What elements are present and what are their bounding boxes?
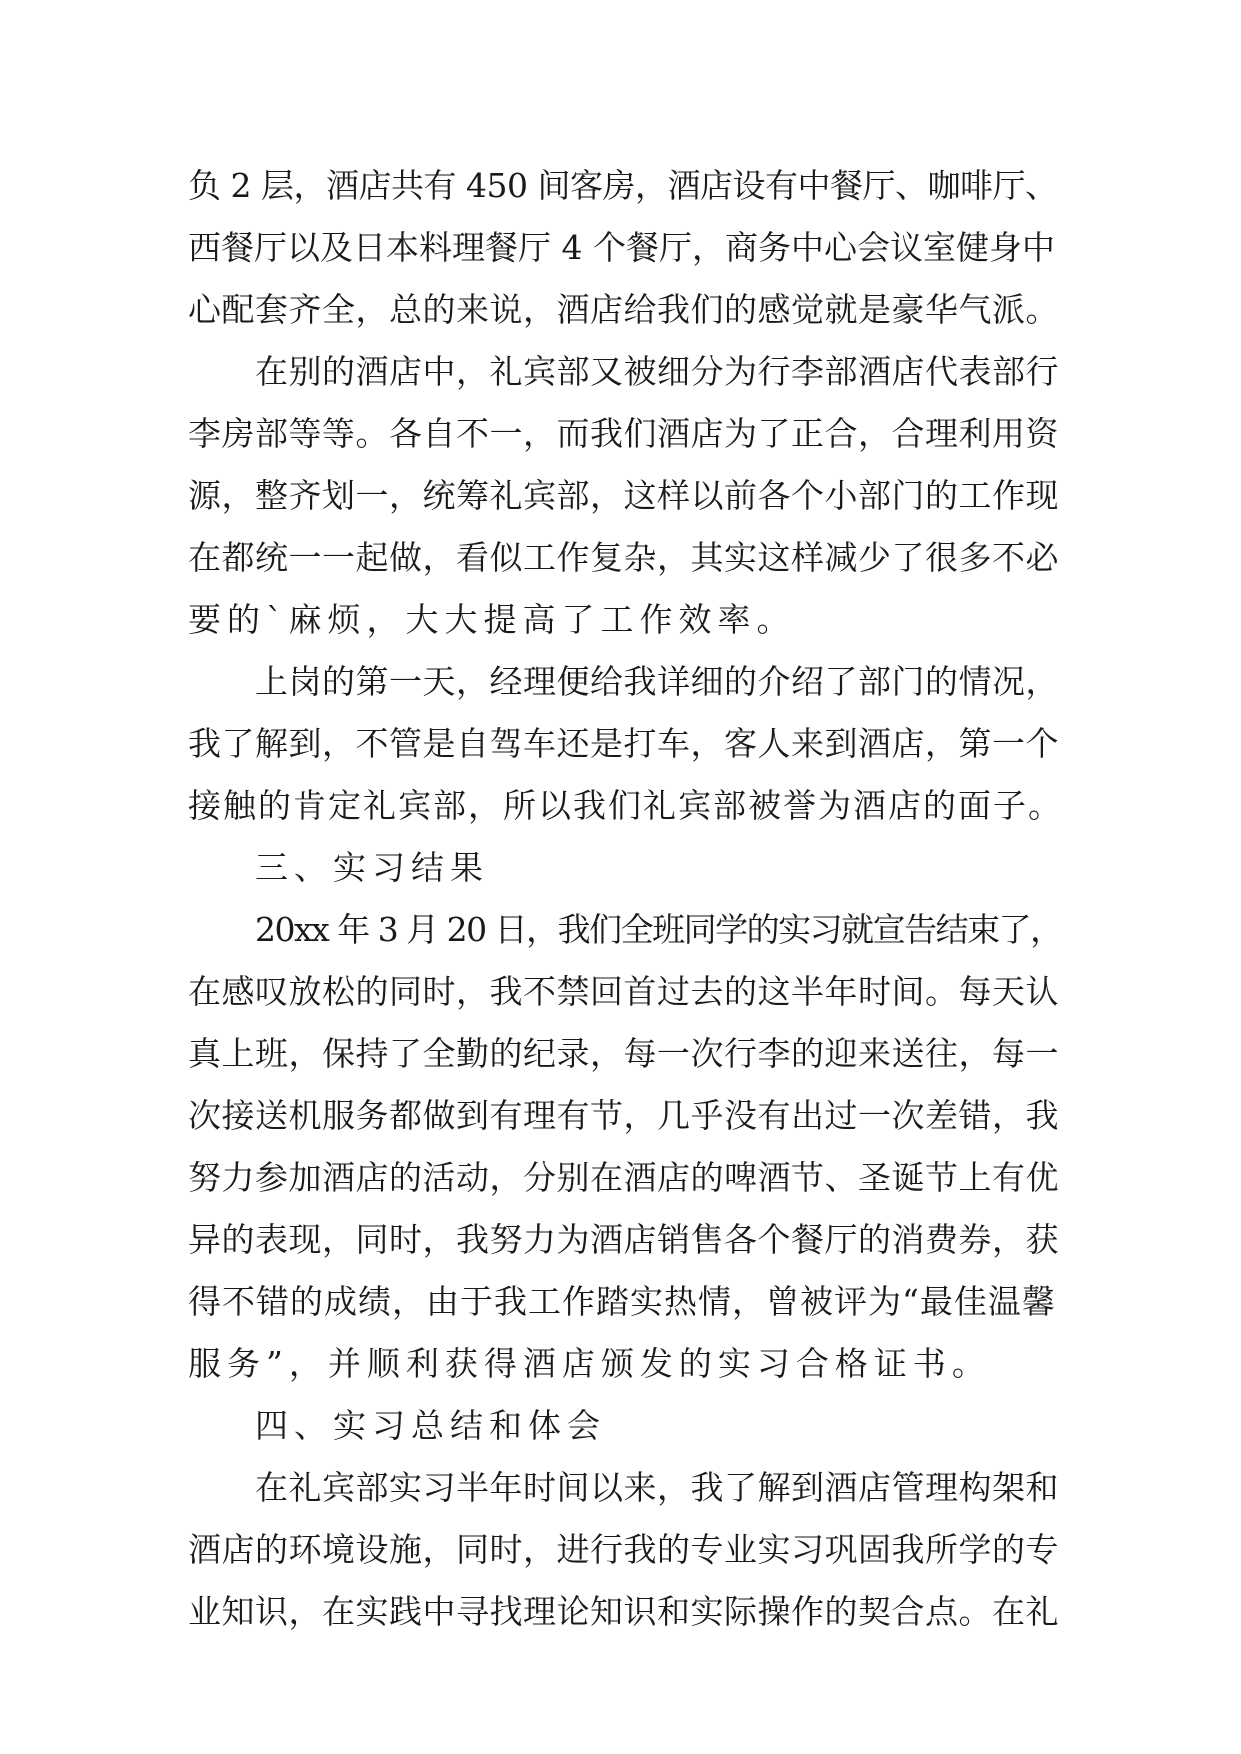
text-line: 次接送机服务都做到有理有节，几乎没有出过一次差错，我 [188,1096,1059,1135]
text-line: 20xx 年 3 月 20 日，我们全班同学的实习就宣告结束了， [255,910,1062,949]
text-line: 我了解到，不管是自驾车还是打车，客人来到酒店，第一个 [188,724,1059,763]
text-line: 在都统一一起做，看似工作复杂，其实这样减少了很多不必 [188,538,1059,577]
text-line: 在别的酒店中，礼宾部又被细分为行李部酒店代表部行 [255,352,1059,391]
text-line: 源，整齐划一，统筹礼宾部，这样以前各个小部门的工作现 [188,476,1059,515]
text-line: 接触的肯定礼宾部，所以我们礼宾部被誉为酒店的面子。 [188,786,1063,825]
text-line: 负 2 层，酒店共有 450 间客房，酒店设有中餐厅、咖啡厅、 [188,166,1058,205]
text-line: 上岗的第一天，经理便给我详细的介绍了部门的情况， [255,662,1059,701]
text-line: 真上班，保持了全勤的纪录，每一次行李的迎来送往，每一 [188,1034,1059,1073]
text-line: 西餐厅以及日本料理餐厅 4 个餐厅，商务中心会议室健身中 [188,228,1055,267]
text-line: 要的`麻烦，大大提高了工作效率。 [188,600,796,639]
text-line: 在感叹放松的同时，我不禁回首过去的这半年时间。每天认 [188,972,1059,1011]
text-line: 李房部等等。各自不一，而我们酒店为了正合，合理利用资 [188,414,1059,453]
text-line: 三、实习结果 [255,848,489,887]
document-body [188,155,1068,1643]
text-line: 得不错的成绩，由于我工作踏实热情，曾被评为“最佳温馨 [188,1282,1056,1321]
text-line: 服务”，并顺利获得酒店颁发的实习合格证书。 [188,1344,991,1383]
text-line: 在礼宾部实习半年时间以来，我了解到酒店管理构架和 [255,1468,1059,1507]
text-line: 酒店的环境设施，同时，进行我的专业实习巩固我所学的专 [188,1530,1059,1569]
text-line: 努力参加酒店的活动，分别在酒店的啤酒节、圣诞节上有优 [188,1158,1059,1197]
text-line: 异的表现，同时，我努力为酒店销售各个餐厅的消费券，获 [188,1220,1059,1259]
text-line: 业知识，在实践中寻找理论知识和实际操作的契合点。在礼 [188,1592,1059,1631]
text-line: 心配套齐全，总的来说，酒店给我们的感觉就是豪华气派。 [188,290,1059,329]
text-line: 四、实习总结和体会 [255,1406,606,1445]
